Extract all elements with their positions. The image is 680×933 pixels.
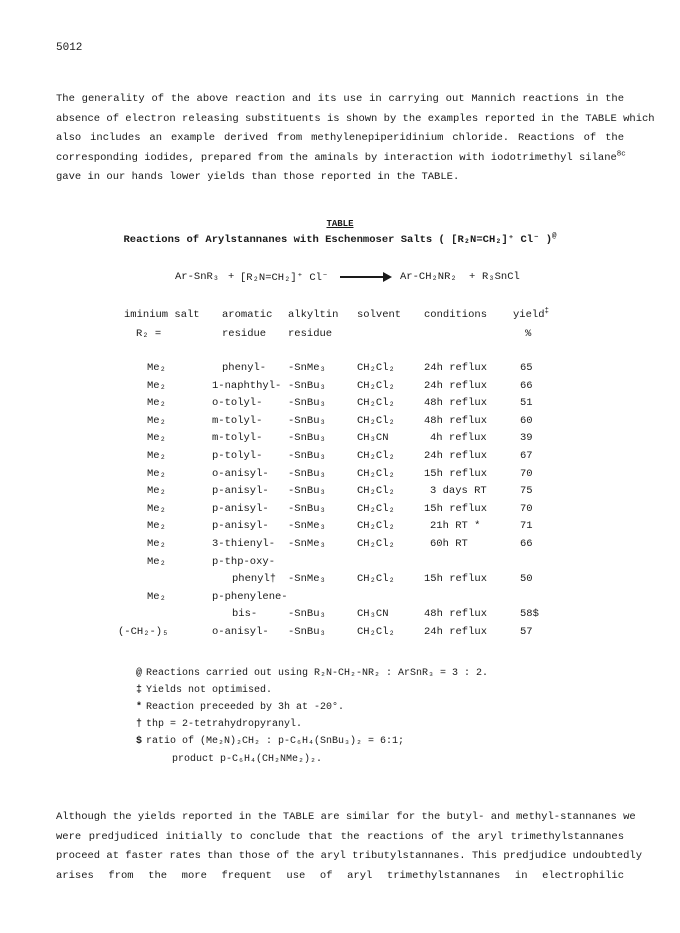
cell-aromatic: p-thp-oxy-	[212, 555, 276, 568]
cell-iminium: Me₂	[147, 555, 166, 568]
cell-iminium: (-CH₂-)₅	[118, 626, 169, 638]
header-yield-sub: %	[525, 328, 532, 340]
cell-aromatic: 3-thienyl-	[212, 538, 276, 550]
intro-line: The generality of the above reaction and its use in carrying out Mannich reactions in the	[56, 93, 624, 105]
footnote-text: thp = 2-tetrahydropyranyl.	[146, 719, 303, 730]
cell-iminium: Me₂	[147, 432, 166, 445]
cell-aromatic: o-anisyl-	[212, 626, 269, 638]
cell-yield: 39	[520, 432, 533, 445]
footnote-text: Yields not optimised.	[146, 685, 273, 696]
intro-line-text: corresponding iodides, prepared from the aminals by interaction with iodotrimethyl silane	[56, 151, 617, 164]
cell-alkyltin: -SnBu₃	[288, 379, 326, 392]
cell-alkyltin: -SnMe₃	[288, 538, 326, 550]
cell-alkyltin: -SnMe₃	[288, 520, 326, 533]
cell-aromatic: p-tolyl-	[212, 450, 263, 462]
reaction-arrow-icon	[340, 276, 390, 278]
cell-aromatic: p-phenylene-	[212, 590, 288, 603]
intro-line	[56, 149, 624, 169]
header-aromatic-sub: residue	[222, 328, 267, 340]
cell-alkyltin: -SnBu₃	[288, 467, 326, 480]
table-title-mark: @	[552, 232, 557, 241]
cell-solvent: CH₂Cl₂	[357, 450, 395, 462]
closing-line: Although the yields reported in the TABLE are similar for the butyl- and methyl-stannanes we	[56, 811, 636, 823]
footnote	[136, 736, 404, 747]
cell-yield: 65	[520, 362, 533, 374]
cell-conditions: 21h RT *	[430, 520, 481, 533]
cell-conditions: 15h reflux	[424, 573, 488, 586]
cell-solvent: CH₂Cl₂	[357, 414, 395, 427]
cell-yield: 71	[520, 520, 533, 533]
cell-yield: 50	[520, 573, 533, 586]
cell-iminium: Me₂	[147, 590, 166, 603]
cell-conditions: 60h RT	[430, 538, 468, 550]
cell-alkyltin: -SnBu₃	[288, 608, 326, 621]
reactant-arylstannane: Ar-SnR₃	[175, 271, 220, 283]
footnote-text: product p-C₆H₄(CH₂NMe₂)₂.	[172, 754, 323, 765]
cell-solvent: CH₃CN	[357, 432, 389, 445]
cell-yield: 67	[520, 450, 533, 462]
cell-yield: 66	[520, 379, 533, 392]
footnote	[136, 685, 272, 696]
product-tin-chloride: R₃SnCl	[482, 271, 520, 283]
footnote	[136, 719, 302, 730]
table-title-text: Reactions of Arylstannanes with Eschenmoser Salts ( [R₂N=CH₂]⁺ Cl⁻ )	[123, 234, 552, 246]
header-aromatic: aromatic	[222, 309, 273, 321]
intro-line: absence of electron releasing substituents is shown by the examples reported in the TABLE which	[56, 112, 655, 125]
cell-conditions: 3 days RT	[430, 485, 487, 498]
reference-marker: 8c	[616, 150, 626, 158]
cell-aromatic: phenyl-	[222, 362, 267, 374]
cell-alkyltin: -SnBu₃	[288, 432, 326, 445]
footnote-mark: $	[136, 736, 143, 747]
cell-alkyltin: -SnBu₃	[288, 485, 326, 498]
cell-yield: 66	[520, 538, 533, 550]
cell-alkyltin: -SnBu₃	[288, 397, 326, 410]
cell-solvent: CH₂Cl₂	[357, 626, 395, 638]
plus-sign: +	[228, 271, 235, 283]
cell-yield: 70	[520, 467, 533, 480]
footnote	[136, 668, 488, 679]
cell-iminium: Me₂	[147, 485, 166, 498]
footnote-text: Reaction preceeded by 3h at -20°.	[146, 702, 345, 713]
cell-alkyltin: -SnBu₃	[288, 626, 326, 638]
cell-iminium: Me₂	[147, 397, 166, 410]
cell-aromatic: m-tolyl-	[212, 414, 263, 427]
cell-conditions: 24h reflux	[424, 379, 488, 392]
cell-solvent: CH₂Cl₂	[357, 520, 395, 533]
footnote-text: ratio of (Me₂N)₂CH₂ : p-C₆H₄(SnBu₃)₂ = 6:1;	[146, 736, 405, 747]
footnote	[136, 702, 344, 713]
intro-paragraph	[56, 90, 655, 188]
cell-conditions: 15h reflux	[424, 502, 488, 515]
cell-aromatic: bis-	[232, 608, 258, 621]
cell-aromatic: o-anisyl-	[212, 467, 269, 480]
cell-yield: 51	[520, 397, 533, 410]
closing-line: arises from the more frequent use of aryl trimethylstannanes in electrophilic	[56, 869, 624, 882]
cell-conditions: 48h reflux	[424, 397, 488, 410]
cell-conditions: 48h reflux	[424, 608, 488, 621]
cell-iminium: Me₂	[147, 362, 166, 374]
cell-solvent: CH₂Cl₂	[357, 397, 395, 410]
cell-solvent: CH₂Cl₂	[357, 362, 395, 374]
cell-yield: 60	[520, 414, 533, 427]
footnote-mark: @	[136, 668, 143, 679]
header-iminium: iminium salt	[124, 309, 200, 321]
header-iminium-sub: R₂ =	[136, 328, 162, 340]
cell-alkyltin: -SnBu₃	[288, 450, 326, 462]
header-solvent: solvent	[357, 309, 402, 321]
header-yield-mark: ‡	[544, 307, 550, 316]
cell-conditions: 24h reflux	[424, 626, 488, 638]
cell-solvent: CH₂Cl₂	[357, 573, 395, 586]
footnote-mark: †	[136, 719, 143, 730]
cell-solvent: CH₂Cl₂	[357, 538, 395, 550]
header-yield	[513, 309, 549, 321]
cell-alkyltin: -SnMe₃	[288, 573, 326, 586]
cell-iminium: Me₂	[147, 538, 166, 550]
cell-aromatic: 1-naphthyl-	[212, 379, 282, 392]
cell-conditions: 24h reflux	[424, 362, 488, 374]
table-title	[0, 233, 680, 246]
cell-alkyltin: -SnBu₃	[288, 502, 326, 515]
header-alkyltin: alkyltin	[288, 309, 339, 321]
cell-yield: 57	[520, 626, 533, 638]
intro-line: also includes an example derived from methylenepiperidinium chloride. Reactions of the	[56, 132, 624, 144]
cell-aromatic: p-anisyl-	[212, 520, 269, 533]
header-alkyltin-sub: residue	[288, 328, 333, 340]
cell-aromatic: phenyl†	[232, 573, 277, 586]
product-benzylamine: Ar-CH₂NR₂	[400, 271, 457, 283]
cell-conditions: 4h reflux	[430, 432, 487, 445]
cell-iminium: Me₂	[147, 520, 166, 533]
footnote-text: Reactions carried out using R₂N-CH₂-NR₂ : ArSnR₃ = 3 : 2.	[146, 668, 489, 679]
cell-solvent: CH₂Cl₂	[357, 379, 395, 392]
cell-alkyltin: -SnMe₃	[288, 362, 326, 374]
footnote-mark: ‡	[136, 685, 143, 696]
cell-aromatic: p-anisyl-	[212, 485, 269, 498]
cell-aromatic: p-anisyl-	[212, 502, 269, 515]
cell-iminium: Me₂	[147, 414, 166, 427]
table-label: TABLE	[326, 219, 354, 229]
cell-yield: 75	[520, 485, 533, 498]
footnote	[172, 754, 322, 765]
cell-alkyltin: -SnBu₃	[288, 414, 326, 427]
closing-paragraph	[56, 808, 642, 886]
cell-conditions: 15h reflux	[424, 467, 488, 480]
cell-solvent: CH₂Cl₂	[357, 502, 395, 515]
cell-solvent: CH₃CN	[357, 608, 389, 621]
cell-solvent: CH₂Cl₂	[357, 467, 395, 480]
cell-yield: 58$	[520, 608, 539, 621]
cell-iminium: Me₂	[147, 450, 166, 462]
plus-sign: +	[469, 271, 476, 283]
cell-aromatic: o-tolyl-	[212, 397, 263, 410]
cell-conditions: 24h reflux	[424, 450, 488, 462]
intro-line: gave in our hands lower yields than those reported in the TABLE.	[56, 171, 460, 183]
cell-iminium: Me₂	[147, 502, 166, 515]
reactant-iminium: [R₂N=CH₂]⁺ Cl⁻	[240, 272, 329, 284]
header-yield-text: yield	[513, 309, 545, 321]
cell-conditions: 48h reflux	[424, 414, 488, 427]
cell-solvent: CH₂Cl₂	[357, 485, 395, 498]
closing-line: were predjudiced initially to conclude that the reactions of the aryl trimethylstannanes	[56, 830, 624, 843]
closing-line: proceed at faster rates than those of the aryl tributylstannanes. This predjudice undoubtedly	[56, 850, 642, 862]
header-conditions: conditions	[424, 309, 488, 321]
page-number: 5012	[56, 42, 83, 54]
cell-iminium: Me₂	[147, 379, 166, 392]
cell-yield: 70	[520, 502, 533, 515]
cell-iminium: Me₂	[147, 467, 166, 480]
footnote-mark: *	[136, 702, 143, 713]
cell-aromatic: m-tolyl-	[212, 432, 263, 445]
